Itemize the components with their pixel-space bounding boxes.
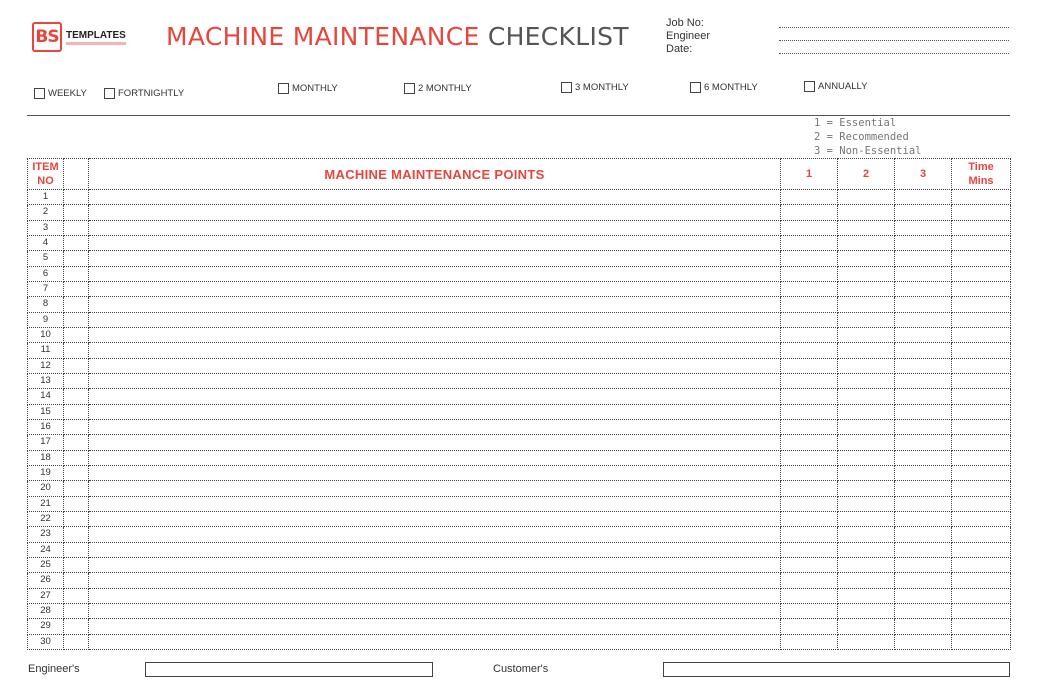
legend-item: 2 = Recommended: [814, 131, 909, 143]
item-no-cell: 30: [28, 634, 64, 649]
spacer-cell[interactable]: [64, 266, 89, 281]
rating-2-cell[interactable]: [838, 573, 895, 588]
spacer-cell[interactable]: [64, 465, 89, 480]
table-row: [28, 251, 1011, 266]
maintenance-point-cell[interactable]: [89, 588, 781, 603]
item-no-cell: 4: [28, 235, 64, 250]
spacer-cell[interactable]: [64, 389, 89, 404]
rating-3-cell[interactable]: [895, 358, 952, 373]
spacer-cell[interactable]: [64, 251, 89, 266]
rating-1-header: 1: [781, 159, 838, 190]
rating-3-cell[interactable]: [895, 373, 952, 388]
maintenance-point-cell[interactable]: [89, 327, 781, 342]
rating-3-cell[interactable]: [895, 343, 952, 358]
maintenance-point-cell[interactable]: [89, 465, 781, 480]
time-cell[interactable]: [952, 297, 1011, 312]
table-row: [28, 557, 1011, 572]
rating-1-cell[interactable]: [781, 389, 838, 404]
legend-item: 3 = Non-Essential: [814, 145, 922, 157]
rating-1-cell[interactable]: [781, 435, 838, 450]
rating-2-cell[interactable]: [838, 465, 895, 480]
freq-weekly[interactable]: [34, 88, 87, 99]
freq-label: 2 MONTHLY: [418, 83, 472, 94]
table-row: [28, 481, 1011, 496]
table-row: [28, 419, 1011, 434]
item-no-cell: 20: [28, 481, 64, 496]
table-row: [28, 373, 1011, 388]
maintenance-point-cell[interactable]: [89, 496, 781, 511]
rating-3-cell[interactable]: [895, 251, 952, 266]
time-cell[interactable]: [952, 312, 1011, 327]
maintenance-point-cell[interactable]: [89, 312, 781, 327]
checklist-table: [27, 158, 1011, 650]
rating-3-cell[interactable]: [895, 619, 952, 634]
item-no-cell: 28: [28, 603, 64, 618]
logo-name: TEMPLATES: [66, 30, 126, 41]
time-cell[interactable]: [952, 634, 1011, 649]
rating-1-cell[interactable]: [781, 251, 838, 266]
engineer-signature-label: Engineer's: [28, 663, 80, 675]
time-cell[interactable]: [952, 358, 1011, 373]
rating-1-cell[interactable]: [781, 281, 838, 296]
rating-2-cell[interactable]: [838, 358, 895, 373]
rating-3-cell[interactable]: [895, 327, 952, 342]
rating-1-cell[interactable]: [781, 557, 838, 572]
time-cell[interactable]: [952, 511, 1011, 526]
rating-1-cell[interactable]: [781, 603, 838, 618]
time-cell[interactable]: [952, 281, 1011, 296]
rating-2-cell[interactable]: [838, 235, 895, 250]
item-no-cell: 10: [28, 327, 64, 342]
time-cell[interactable]: [952, 588, 1011, 603]
rating-1-cell[interactable]: [781, 588, 838, 603]
maintenance-point-cell[interactable]: [89, 358, 781, 373]
spacer-cell[interactable]: [64, 511, 89, 526]
rating-2-cell[interactable]: [838, 343, 895, 358]
maintenance-point-cell[interactable]: [89, 297, 781, 312]
points-header: MACHINE MAINTENANCE POINTS: [89, 159, 781, 190]
time-cell[interactable]: [952, 251, 1011, 266]
table-row: [28, 389, 1011, 404]
rating-3-cell[interactable]: [895, 389, 952, 404]
job-no-label: Job No:: [666, 17, 704, 29]
time-cell[interactable]: [952, 266, 1011, 281]
rating-1-cell[interactable]: [781, 542, 838, 557]
item-no-cell: 13: [28, 373, 64, 388]
table-row: [28, 573, 1011, 588]
rating-2-cell[interactable]: [838, 373, 895, 388]
spacer-cell[interactable]: [64, 281, 89, 296]
spacer-cell[interactable]: [64, 312, 89, 327]
spacer-cell[interactable]: [64, 527, 89, 542]
table-row: [28, 588, 1011, 603]
spacer-cell[interactable]: [64, 358, 89, 373]
rating-3-cell[interactable]: [895, 220, 952, 235]
rating-1-cell[interactable]: [781, 634, 838, 649]
spacer-cell[interactable]: [64, 235, 89, 250]
rating-2-cell[interactable]: [838, 496, 895, 511]
rating-1-cell[interactable]: [781, 343, 838, 358]
maintenance-point-cell[interactable]: [89, 481, 781, 496]
item-no-header: ITEM NO: [28, 159, 64, 190]
item-no-cell: 21: [28, 496, 64, 511]
maintenance-point-cell[interactable]: [89, 281, 781, 296]
maintenance-point-cell[interactable]: [89, 404, 781, 419]
time-cell[interactable]: [952, 465, 1011, 480]
item-no-cell: 3: [28, 220, 64, 235]
table-row: [28, 343, 1011, 358]
maintenance-point-cell[interactable]: [89, 419, 781, 434]
table-row: [28, 496, 1011, 511]
rating-1-cell[interactable]: [781, 205, 838, 220]
maintenance-point-cell[interactable]: [89, 205, 781, 220]
table-header-row: [28, 159, 1011, 190]
table-row: [28, 542, 1011, 557]
rating-2-cell[interactable]: [838, 281, 895, 296]
rating-1-cell[interactable]: [781, 527, 838, 542]
rating-1-cell[interactable]: [781, 235, 838, 250]
item-no-cell: 1: [28, 190, 64, 205]
rating-2-cell[interactable]: [838, 542, 895, 557]
checkbox[interactable]: [690, 82, 701, 93]
brand-logo: [32, 22, 132, 56]
checkbox[interactable]: [278, 83, 289, 94]
table-row: [28, 297, 1011, 312]
rating-3-cell[interactable]: [895, 465, 952, 480]
rating-2-cell[interactable]: [838, 297, 895, 312]
rating-2-cell[interactable]: [838, 557, 895, 572]
rating-3-cell[interactable]: [895, 419, 952, 434]
time-cell[interactable]: [952, 205, 1011, 220]
rating-3-cell[interactable]: [895, 312, 952, 327]
customer-signature-field[interactable]: [663, 662, 1010, 677]
time-cell[interactable]: [952, 404, 1011, 419]
rating-3-cell[interactable]: [895, 404, 952, 419]
item-no-cell: 29: [28, 619, 64, 634]
spacer-cell[interactable]: [64, 542, 89, 557]
table-row: [28, 511, 1011, 526]
rating-1-cell[interactable]: [781, 358, 838, 373]
table-row: [28, 465, 1011, 480]
legend: [814, 116, 921, 158]
rating-3-header: 3: [895, 159, 952, 190]
item-no-cell: 26: [28, 573, 64, 588]
rating-1-cell[interactable]: [781, 481, 838, 496]
rating-2-cell[interactable]: [838, 389, 895, 404]
maintenance-point-cell[interactable]: [89, 435, 781, 450]
checkbox[interactable]: [561, 82, 572, 93]
checkbox[interactable]: [34, 88, 45, 99]
time-cell[interactable]: [952, 389, 1011, 404]
time-cell[interactable]: [952, 603, 1011, 618]
time-cell[interactable]: [952, 435, 1011, 450]
item-no-cell: 8: [28, 297, 64, 312]
spacer-cell[interactable]: [64, 220, 89, 235]
time-cell[interactable]: [952, 190, 1011, 205]
spacer-cell[interactable]: [64, 327, 89, 342]
rating-2-cell[interactable]: [838, 327, 895, 342]
time-cell[interactable]: [952, 373, 1011, 388]
item-no-cell: 24: [28, 542, 64, 557]
maintenance-point-cell[interactable]: [89, 619, 781, 634]
rating-3-cell[interactable]: [895, 603, 952, 618]
rating-1-cell[interactable]: [781, 419, 838, 434]
item-no-cell: 11: [28, 343, 64, 358]
rating-2-cell[interactable]: [838, 634, 895, 649]
freq-label: ANNUALLY: [818, 81, 868, 92]
rating-1-cell[interactable]: [781, 511, 838, 526]
rating-3-cell[interactable]: [895, 450, 952, 465]
rating-3-cell[interactable]: [895, 205, 952, 220]
rating-1-cell[interactable]: [781, 327, 838, 342]
spacer-cell[interactable]: [64, 435, 89, 450]
rating-3-cell[interactable]: [895, 435, 952, 450]
maintenance-point-cell[interactable]: [89, 190, 781, 205]
table-row: [28, 190, 1011, 205]
time-cell[interactable]: [952, 327, 1011, 342]
item-no-cell: 25: [28, 557, 64, 572]
time-header: Time Mins: [952, 159, 1011, 190]
spacer-header: [64, 159, 89, 190]
table-row: [28, 634, 1011, 649]
spacer-cell[interactable]: [64, 496, 89, 511]
freq-label: WEEKLY: [48, 88, 87, 99]
rating-2-cell[interactable]: [838, 603, 895, 618]
item-no-cell: 19: [28, 465, 64, 480]
rating-3-cell[interactable]: [895, 527, 952, 542]
item-no-cell: 17: [28, 435, 64, 450]
rating-2-header: 2: [838, 159, 895, 190]
maintenance-point-cell[interactable]: [89, 343, 781, 358]
table-row: [28, 435, 1011, 450]
time-cell[interactable]: [952, 496, 1011, 511]
maintenance-point-cell[interactable]: [89, 573, 781, 588]
item-no-cell: 6: [28, 266, 64, 281]
freq-3-monthly[interactable]: [561, 82, 629, 93]
spacer-cell[interactable]: [64, 603, 89, 618]
engineer-signature-field[interactable]: [145, 662, 433, 677]
spacer-cell[interactable]: [64, 634, 89, 649]
table-row: [28, 527, 1011, 542]
time-cell[interactable]: [952, 557, 1011, 572]
rating-1-cell[interactable]: [781, 297, 838, 312]
rating-3-cell[interactable]: [895, 297, 952, 312]
title-part-2: CHECKLIST: [487, 22, 629, 51]
item-no-cell: 5: [28, 251, 64, 266]
rating-1-cell[interactable]: [781, 619, 838, 634]
checkbox[interactable]: [404, 83, 415, 94]
page-title: [166, 22, 629, 51]
rating-1-cell[interactable]: [781, 312, 838, 327]
time-cell[interactable]: [952, 419, 1011, 434]
rating-1-cell[interactable]: [781, 266, 838, 281]
checkbox[interactable]: [804, 81, 815, 92]
rating-2-cell[interactable]: [838, 220, 895, 235]
rating-3-cell[interactable]: [895, 634, 952, 649]
date-field[interactable]: [779, 43, 1009, 54]
rating-3-cell[interactable]: [895, 266, 952, 281]
rating-2-cell[interactable]: [838, 251, 895, 266]
table-row: [28, 220, 1011, 235]
freq-label: 3 MONTHLY: [575, 82, 629, 93]
item-no-cell: 9: [28, 312, 64, 327]
spacer-cell[interactable]: [64, 343, 89, 358]
time-cell[interactable]: [952, 235, 1011, 250]
rating-3-cell[interactable]: [895, 588, 952, 603]
rating-1-cell[interactable]: [781, 465, 838, 480]
time-cell[interactable]: [952, 573, 1011, 588]
table-row: [28, 281, 1011, 296]
spacer-cell[interactable]: [64, 404, 89, 419]
rating-3-cell[interactable]: [895, 542, 952, 557]
time-cell[interactable]: [952, 343, 1011, 358]
rating-1-cell[interactable]: [781, 496, 838, 511]
engineer-label: Engineer: [666, 30, 711, 42]
item-no-cell: 23: [28, 527, 64, 542]
spacer-cell[interactable]: [64, 297, 89, 312]
freq-label: 6 MONTHLY: [704, 82, 758, 93]
time-cell[interactable]: [952, 542, 1011, 557]
engineer-field[interactable]: [779, 30, 1009, 41]
table-row: [28, 619, 1011, 634]
item-no-cell: 14: [28, 389, 64, 404]
spacer-cell[interactable]: [64, 373, 89, 388]
time-cell[interactable]: [952, 450, 1011, 465]
job-info: [666, 17, 710, 56]
time-cell[interactable]: [952, 481, 1011, 496]
rating-2-cell[interactable]: [838, 205, 895, 220]
item-no-cell: 27: [28, 588, 64, 603]
rating-3-cell[interactable]: [895, 481, 952, 496]
freq-monthly[interactable]: [278, 83, 338, 94]
maintenance-point-cell[interactable]: [89, 527, 781, 542]
job-no-field[interactable]: [779, 17, 1009, 28]
maintenance-point-cell[interactable]: [89, 220, 781, 235]
rating-1-cell[interactable]: [781, 190, 838, 205]
table-row: [28, 327, 1011, 342]
freq-fortnightly[interactable]: [104, 88, 184, 99]
item-no-cell: 2: [28, 205, 64, 220]
spacer-cell[interactable]: [64, 573, 89, 588]
rating-2-cell[interactable]: [838, 481, 895, 496]
rating-2-cell[interactable]: [838, 450, 895, 465]
rating-2-cell[interactable]: [838, 527, 895, 542]
rating-3-cell[interactable]: [895, 573, 952, 588]
freq-annually[interactable]: [804, 81, 867, 92]
checkbox[interactable]: [104, 88, 115, 99]
table-row: [28, 404, 1011, 419]
maintenance-point-cell[interactable]: [89, 542, 781, 557]
table-row: [28, 235, 1011, 250]
rating-1-cell[interactable]: [781, 404, 838, 419]
maintenance-point-cell[interactable]: [89, 373, 781, 388]
rating-2-cell[interactable]: [838, 190, 895, 205]
rating-1-cell[interactable]: [781, 573, 838, 588]
rating-2-cell[interactable]: [838, 511, 895, 526]
maintenance-point-cell[interactable]: [89, 557, 781, 572]
table-row: [28, 450, 1011, 465]
rating-3-cell[interactable]: [895, 557, 952, 572]
freq-6-monthly[interactable]: [690, 82, 758, 93]
table-row: [28, 266, 1011, 281]
rating-3-cell[interactable]: [895, 281, 952, 296]
spacer-cell[interactable]: [64, 419, 89, 434]
maintenance-point-cell[interactable]: [89, 251, 781, 266]
rating-3-cell[interactable]: [895, 190, 952, 205]
rating-2-cell[interactable]: [838, 435, 895, 450]
freq-label: MONTHLY: [292, 83, 338, 94]
title-part-1: MACHINE MAINTENANCE: [166, 22, 480, 51]
maintenance-point-cell[interactable]: [89, 450, 781, 465]
rating-2-cell[interactable]: [838, 588, 895, 603]
rating-1-cell[interactable]: [781, 220, 838, 235]
rating-2-cell[interactable]: [838, 619, 895, 634]
item-no-cell: 7: [28, 281, 64, 296]
time-cell[interactable]: [952, 220, 1011, 235]
spacer-cell[interactable]: [64, 450, 89, 465]
item-no-cell: 12: [28, 358, 64, 373]
maintenance-point-cell[interactable]: [89, 511, 781, 526]
logo-tagline-bar: [66, 42, 126, 45]
table-row: [28, 603, 1011, 618]
spacer-cell[interactable]: [64, 190, 89, 205]
freq-2-monthly[interactable]: [404, 83, 472, 94]
spacer-cell[interactable]: [64, 205, 89, 220]
rating-3-cell[interactable]: [895, 511, 952, 526]
table-row: [28, 312, 1011, 327]
rating-2-cell[interactable]: [838, 419, 895, 434]
maintenance-point-cell[interactable]: [89, 235, 781, 250]
maintenance-point-cell[interactable]: [89, 389, 781, 404]
item-no-cell: 18: [28, 450, 64, 465]
rating-3-cell[interactable]: [895, 235, 952, 250]
spacer-cell[interactable]: [64, 588, 89, 603]
rating-3-cell[interactable]: [895, 496, 952, 511]
spacer-cell[interactable]: [64, 619, 89, 634]
customer-signature-label: Customer's: [493, 663, 549, 675]
maintenance-point-cell[interactable]: [89, 266, 781, 281]
maintenance-point-cell[interactable]: [89, 634, 781, 649]
item-no-cell: 22: [28, 511, 64, 526]
spacer-cell[interactable]: [64, 481, 89, 496]
rating-2-cell[interactable]: [838, 266, 895, 281]
rating-2-cell[interactable]: [838, 404, 895, 419]
freq-label: FORTNIGHTLY: [118, 88, 185, 99]
time-cell[interactable]: [952, 527, 1011, 542]
rating-1-cell[interactable]: [781, 373, 838, 388]
logo-badge: BS: [32, 22, 62, 52]
table-row: [28, 358, 1011, 373]
item-no-cell: 15: [28, 404, 64, 419]
spacer-cell[interactable]: [64, 557, 89, 572]
item-no-cell: 16: [28, 419, 64, 434]
table-row: [28, 205, 1011, 220]
rating-2-cell[interactable]: [838, 312, 895, 327]
date-label: Date:: [666, 43, 693, 55]
maintenance-point-cell[interactable]: [89, 603, 781, 618]
time-cell[interactable]: [952, 619, 1011, 634]
rating-1-cell[interactable]: [781, 450, 838, 465]
legend-item: 1 = Essential: [814, 117, 897, 129]
